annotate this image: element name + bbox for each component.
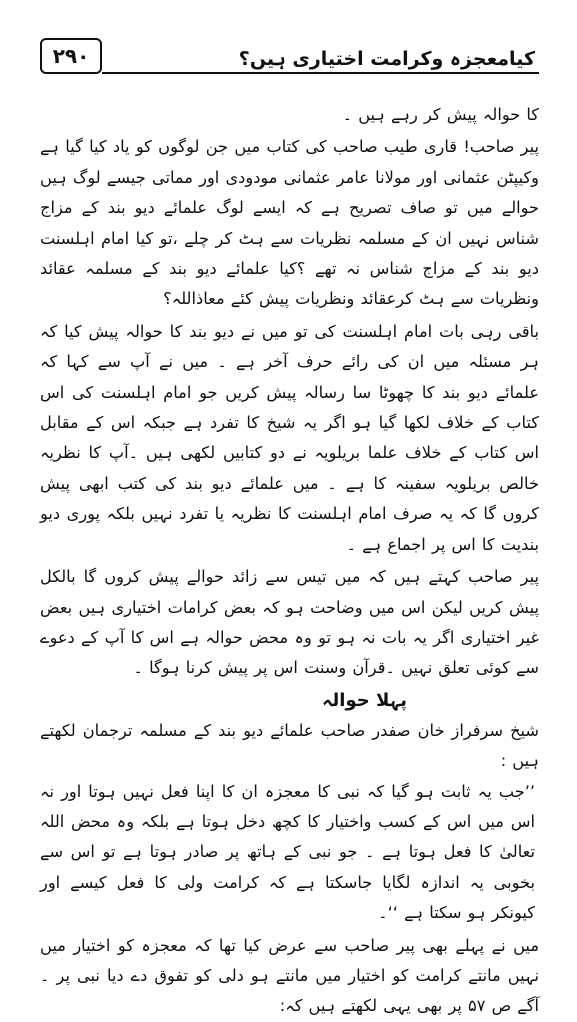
page-header bbox=[40, 38, 539, 82]
paragraph-1: کا حوالہ پیش کر رہے ہیں ۔ bbox=[342, 105, 539, 124]
page-number-box bbox=[40, 38, 102, 74]
paragraph-4: پیر صاحب کہتے ہیں کہ میں تیس سے زائد حوالے پیش کروں گا بالکل پیش کریں لیکن اس میں وضاحت ہو کہ بعض کرامات اختیاری ہیں بعض غیر اختیاری اگر یہ بات نہ ہو تو وہ محض حوالہ ہے اس کا آپ کے دعوے سے کوئی تعلق نہیں ۔قرآن وسنت اس پر پیش کرنا ہوگا ۔ bbox=[40, 567, 539, 678]
quoted-passage: ’’جب یہ ثابت ہو گیا کہ نبی کا معجزہ ان کا اپنا فعل نہیں ہوتا اور نہ اس میں اس کے کسب واختیار کا کچھ دخل ہوتا ہے بلکہ وہ محض اللہ تعالیٰ کا فعل ہوتا ہے ۔ جو نبی کے ہاتھ پر صادر ہوتا ہے تو اس سے بخوبی یہ اندازہ لگایا جاسکتا ہے کہ کرامت ولی کا فعل کیسے اور کیونکر ہو سکتا ہے ‘‘۔ bbox=[40, 781, 535, 923]
paragraph-7: میں نے پہلے بھی پیر صاحب سے عرض کیا تھا کہ معجزہ کو اختیار میں نہیں مانتے کرامت کو اختیار میں مانتے ہو دلی کو تفوق دے دیا نبی پر ۔آگے ص ۵۷ پر بھی یہی لکھتے ہیں کہ: bbox=[40, 935, 539, 1016]
header-rule bbox=[102, 72, 539, 74]
page-number: ۲۹۰ bbox=[52, 44, 90, 68]
paragraph-3: باقی رہی بات امام اہلسنت کی تو میں نے دیو بند کا حوالہ پیش کیا کہ ہر مسئلہ میں ان کی رائے حرف آخر ہے ۔ میں نے آپ سے کہا کہ علمائے دیو بند کا چھوٹا سا رسالہ پیش کریں جو امام اہلسنت کی اس کتاب کے خلاف لکھا گیا ہو اگر یہ شیخ کا تفرد ہے جبکہ اس کے مقابل اس کتاب کے خلاف علما بریلویہ نے دو کتابیں لکھی ہیں ۔آپ کا نظریہ خالص بریلویہ سفینہ کا ہے ۔ میں علمائے دیو بند کی کتب ابھی پیش کروں گا کہ یہ صرف امام اہلسنت کا نظریہ یا تفرد نہیں بلکہ پوری دیو بندیت کا اس پر اجماع ہے ۔ bbox=[40, 321, 539, 554]
paragraph-2: پیر صاحب! قاری طیب صاحب کی کتاب میں جن لوگوں کو یاد کیا گیا ہے وکیپٹن عثمانی اور مولانا عامر عثمانی مودودی اور مماتی جیسے لوگ ہیں حوالے میں تو صاف تصریح ہے کہ ایسے لوگ علمائے دیو بند کے مزاج شناس نہیں ان کے مسلمہ نظریات سے ہٹ کر چلے ،تو کیا امام اہلسنت دیو بند کے مزاج شناس نہ تھے ؟کیا علمائے دیو بند کے مسلمہ عقائد ونظریات سے ہٹ کرعقائد ونظریات پیش کئے معاذاللہ؟ bbox=[40, 137, 539, 309]
section-heading: پہلا حوالہ bbox=[322, 689, 407, 711]
running-title: کیامعجزہ وکرامت اختیاری ہیں؟ bbox=[238, 48, 535, 70]
page-body bbox=[40, 100, 539, 1022]
paragraph-5: شیخ سرفراز خان صفدر صاحب علمائے دیو بند کے مسلمہ ترجمان لکھتے ہیں : bbox=[40, 720, 539, 771]
